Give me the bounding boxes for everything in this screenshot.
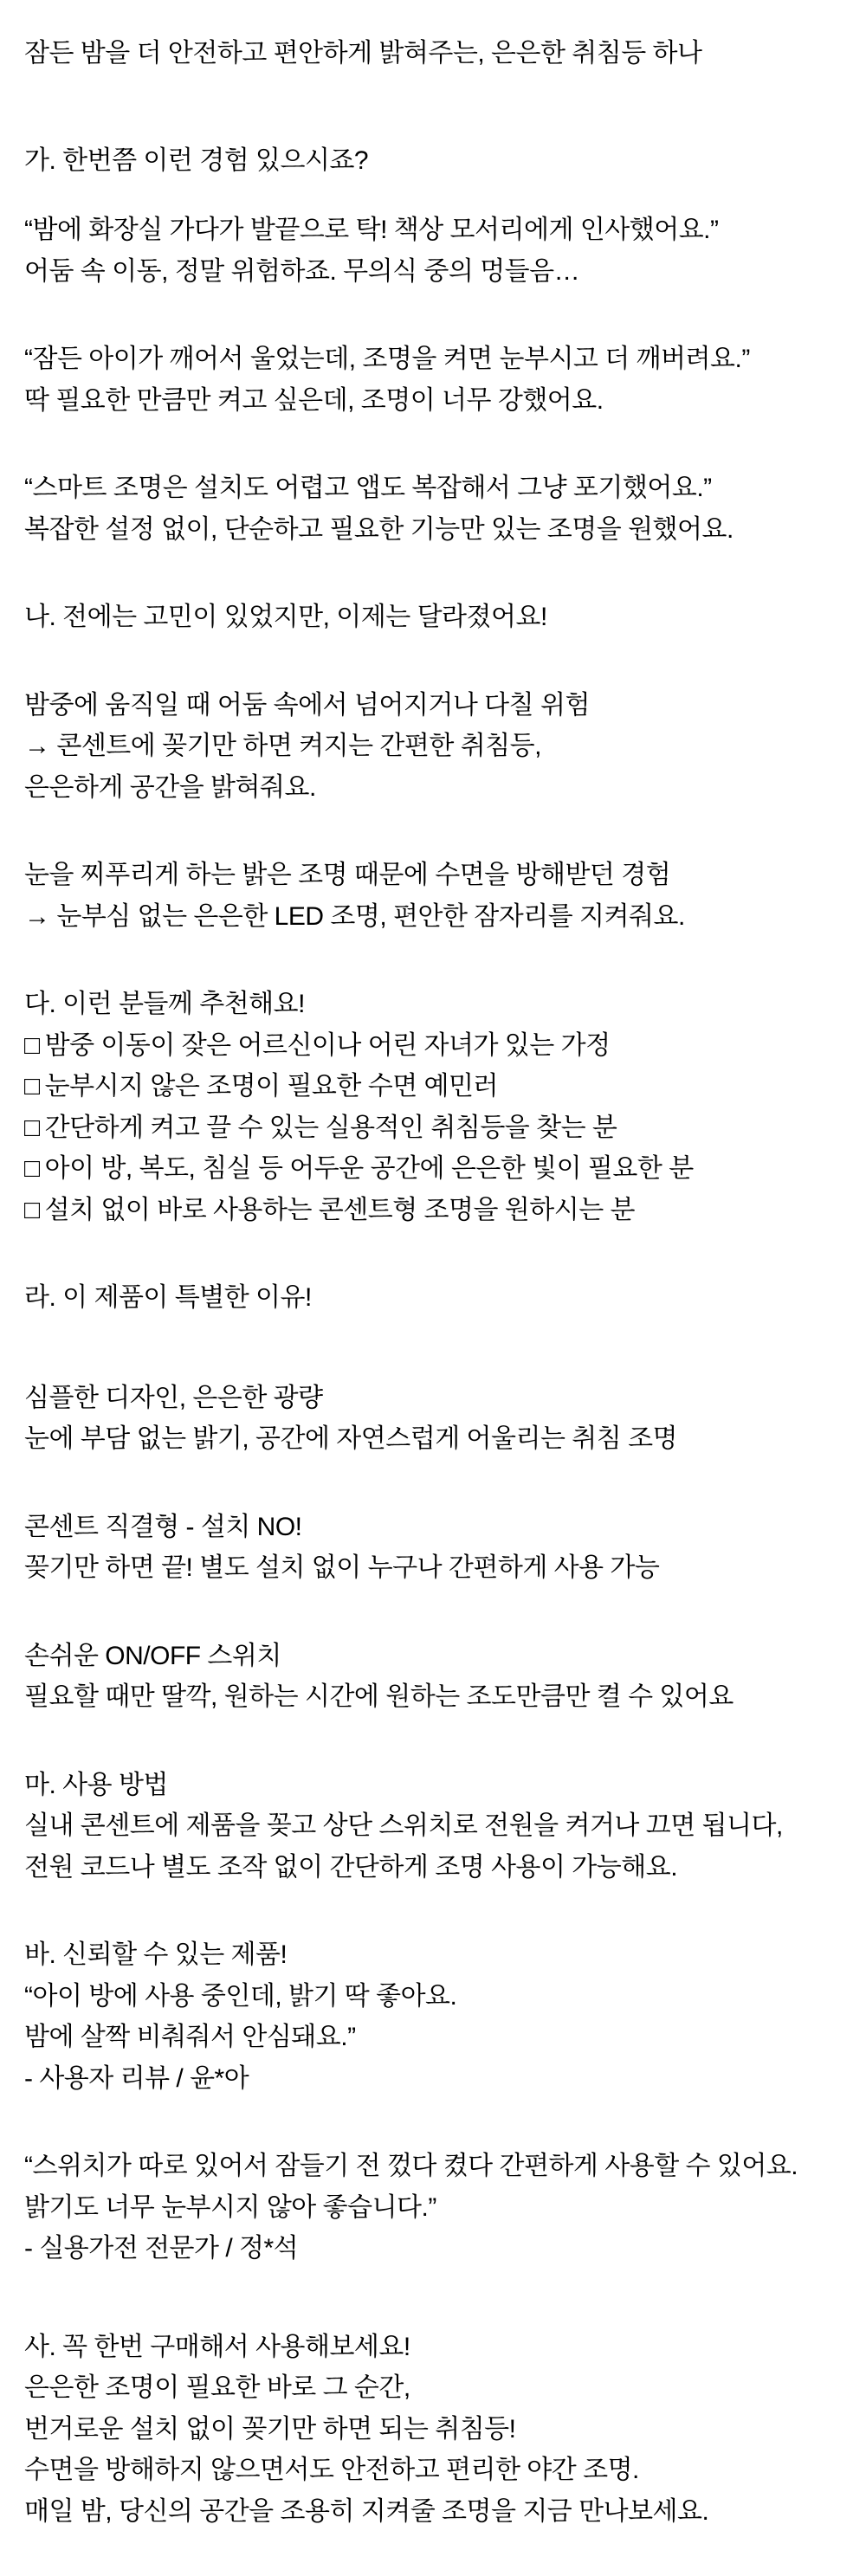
pain-point-2-line: 딱 필요한 만큼만 켜고 싶은데, 조명이 너무 강했어요. — [24, 385, 604, 415]
review-expert-line: - 실용가전 전문가 / 정*석 — [24, 2234, 299, 2263]
section-da-heading-line: 다. 이런 분들께 추천해요! — [24, 990, 305, 1018]
section-da-heading — [24, 984, 857, 1025]
feature-outlet-line: 꽂기만 하면 끝! 별도 설치 없이 누구나 간편하게 사용 가능 — [24, 1553, 660, 1582]
checklist-item — [24, 1066, 857, 1107]
section-ma-usage-line: 마. 사용 방법 — [24, 1770, 168, 1799]
feature-switch-line: 손쉬운 ON/OFF 스위치 — [24, 1641, 281, 1670]
section-sa-cta — [24, 2327, 857, 2533]
solution-1-line: 밤중에 움직일 때 어둠 속에서 넘어지거나 다칠 위험 — [24, 690, 590, 720]
checklist-item — [24, 1107, 857, 1149]
checklist-item-text: 아이 방, 복도, 침실 등 어두운 공간에 은은한 빛이 필요한 분 — [44, 1154, 694, 1183]
section-ma-usage — [24, 1765, 857, 1888]
section-ba-review-user — [24, 1934, 857, 2099]
checklist-item — [24, 1190, 857, 1231]
checklist-item — [24, 1025, 857, 1067]
checkbox-square-icon: □ — [24, 1072, 40, 1101]
checklist-item — [24, 1148, 857, 1190]
section-ma-usage-line: 전원 코드나 별도 조작 없이 간단하게 조명 사용이 가능해요. — [24, 1852, 678, 1882]
solution-2 — [24, 855, 857, 937]
section-sa-cta-line: 사. 꼭 한번 구매해서 사용해보세요! — [24, 2332, 410, 2361]
section-ba-review-user-line: 밤에 살짝 비춰줘서 안심돼요.” — [24, 2023, 356, 2051]
section-ga-heading — [24, 140, 857, 182]
section-ba-review-user-line: “아이 방에 사용 중인데, 밝기 딱 좋아요. — [24, 1981, 457, 2011]
review-expert-line: 밝기도 너무 눈부시지 않아 좋습니다.” — [24, 2192, 436, 2222]
checklist-item-text: 밤중 이동이 잦은 어르신이나 어린 자녀가 있는 가정 — [44, 1030, 611, 1060]
section-na-heading-line: 나. 전에는 고민이 있었지만, 이제는 달라졌어요! — [24, 603, 547, 631]
feature-outlet-line: 콘센트 직결형 - 설치 NO! — [24, 1512, 302, 1541]
section-ra-heading — [24, 1277, 857, 1319]
section-ra-heading-line: 라. 이 제품이 특별한 이유! — [24, 1283, 312, 1312]
section-na-heading — [24, 597, 857, 638]
pain-point-3-line: 복잡한 설정 없이, 단순하고 필요한 기능만 있는 조명을 원했어요. — [24, 514, 734, 544]
section-ma-usage-line: 실내 콘센트에 제품을 꽂고 상단 스위치로 전원을 켜거나 끄면 됩니다, — [24, 1811, 783, 1840]
pain-point-1 — [24, 210, 857, 292]
section-ba-review-user-line: - 사용자 리뷰 / 윤*아 — [24, 2063, 249, 2093]
solution-1 — [24, 685, 857, 809]
solution-1-line: → 콘센트에 꽂기만 하면 켜지는 간편한 취침등, — [24, 732, 541, 760]
section-sa-cta-line: 은은한 조명이 필요한 바로 그 순간, — [24, 2373, 410, 2402]
pain-point-2 — [24, 339, 857, 421]
recommend-checklist — [24, 1025, 857, 1231]
checkbox-square-icon: □ — [24, 1030, 40, 1060]
section-sa-cta-line: 매일 밤, 당신의 공간을 조용히 지켜줄 조명을 지금 만나보세요. — [24, 2496, 709, 2526]
checklist-item-text: 간단하게 켜고 끌 수 있는 실용적인 취침등을 찾는 분 — [44, 1113, 617, 1142]
feature-outlet — [24, 1507, 857, 1589]
solution-1-line: 은은하게 공간을 밝혀줘요. — [24, 772, 316, 802]
checklist-item-text: 설치 없이 바로 사용하는 콘센트형 조명을 원하시는 분 — [44, 1195, 636, 1224]
feature-design-line: 눈에 부담 없는 밝기, 공간에 자연스럽게 어울리는 취침 조명 — [24, 1424, 678, 1453]
checkbox-square-icon: □ — [24, 1154, 40, 1183]
checklist-item-text: 눈부시지 않은 조명이 필요한 수면 예민러 — [44, 1072, 498, 1101]
feature-switch — [24, 1636, 857, 1718]
section-ba-review-user-line: 바. 신뢰할 수 있는 제품! — [24, 1940, 288, 1969]
solution-2-line: → 눈부심 없는 은은한 LED 조명, 편안한 잠자리를 지켜줘요. — [24, 901, 685, 931]
solution-2-line: 눈을 찌푸리게 하는 밝은 조명 때문에 수면을 방해받던 경험 — [24, 861, 671, 889]
feature-design-line: 심플한 디자인, 은은한 광량 — [24, 1383, 323, 1412]
review-expert — [24, 2146, 857, 2269]
pain-point-2-line: “잠든 아이가 깨어서 울었는데, 조명을 켜면 눈부시고 더 깨버려요.” — [24, 345, 750, 373]
section-ga-heading-line: 가. 한번쯤 이런 경험 있으시죠? — [24, 145, 369, 175]
feature-switch-line: 필요할 때만 딸깍, 원하는 시간에 원하는 조도만큼만 켤 수 있어요 — [24, 1682, 734, 1711]
review-expert-line: “스위치가 따로 있어서 잠들기 전 껐다 켰다 간편하게 사용할 수 있어요. — [24, 2152, 798, 2180]
section-sa-cta-line: 번거로운 설치 없이 꽂기만 하면 되는 취침등! — [24, 2414, 516, 2444]
pain-point-1-line: “밤에 화장실 가다가 발끝으로 탁! 책상 모서리에게 인사했어요.” — [24, 216, 719, 244]
section-sa-cta-line: 수면을 방해하지 않으면서도 안전하고 편리한 야간 조명. — [24, 2456, 639, 2484]
intro-title-line: 잠든 밤을 더 안전하고 편안하게 밝혀주는, 은은한 취침등 하나 — [24, 39, 702, 68]
pain-point-3 — [24, 468, 857, 550]
intro-title — [24, 33, 857, 74]
checkbox-square-icon: □ — [24, 1195, 40, 1224]
checkbox-square-icon: □ — [24, 1113, 40, 1142]
pain-point-3-line: “스마트 조명은 설치도 어렵고 앱도 복잡해서 그냥 포기했어요.” — [24, 474, 712, 502]
feature-design — [24, 1378, 857, 1460]
pain-point-1-line: 어둠 속 이동, 정말 위험하죠. 무의식 중의 멍들음… — [24, 256, 580, 286]
